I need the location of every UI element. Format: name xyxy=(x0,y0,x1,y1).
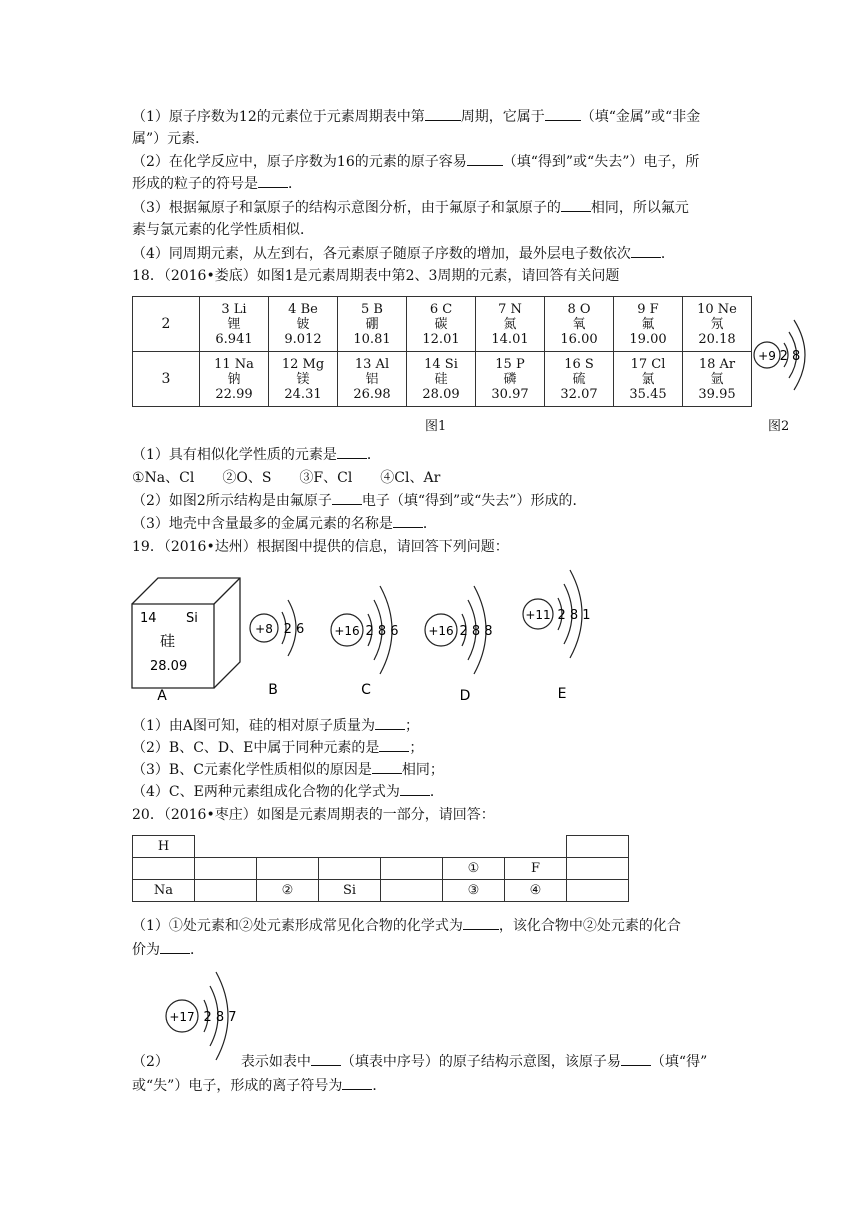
element-cell: 4 Be 铍 9.012 xyxy=(269,297,338,352)
answer-blank[interactable] xyxy=(545,108,581,121)
q19-part3: （3）B、C元素化学性质相似的原因是 相同； xyxy=(132,762,444,778)
q17-part3: （3）根据氟原子和氯原子的结构示意图分析，由于氟原子和氯原子的 相同，所以氟元 xyxy=(132,200,689,216)
period-row xyxy=(133,352,752,407)
answer-blank[interactable] xyxy=(379,739,409,752)
q18-part1: （1）具有相似化学性质的元素是 ． xyxy=(132,447,381,463)
period-number: 3 xyxy=(133,352,200,407)
answer-blank[interactable] xyxy=(375,717,405,730)
table-cell xyxy=(319,858,381,880)
svg-text:+16: +16 xyxy=(428,624,454,638)
svg-text:Si: Si xyxy=(186,611,198,626)
element-cell: 16 S 硫 32.07 xyxy=(545,352,614,407)
atom-diagram-b xyxy=(250,600,304,656)
q17-part2: （2）在化学反应中，原子序数为16的元素的原子容易 （填“得到”或“失去”）电子，所 xyxy=(132,154,700,170)
q17-part4: （4）同周期元素，从左到右，各元素原子随原子序数的增加，最外层电子数依次 ． xyxy=(132,246,675,262)
q17-part3-cont: 素与氯元素的化学性质相似． xyxy=(132,222,314,238)
table-cell xyxy=(567,858,629,880)
svg-text:+16: +16 xyxy=(334,624,360,638)
answer-blank[interactable] xyxy=(332,492,362,505)
svg-text:+9: +9 xyxy=(758,349,776,363)
label-a: A xyxy=(157,688,167,704)
svg-text:+11: +11 xyxy=(525,608,551,622)
table-cell xyxy=(567,880,629,902)
table-cell xyxy=(195,858,257,880)
q19-part4: （4）C、E两种元素组成化合物的化学式为 ． xyxy=(132,784,444,800)
svg-text:14: 14 xyxy=(140,611,157,626)
label-c: C xyxy=(361,682,371,698)
answer-blank[interactable] xyxy=(311,1053,341,1066)
label-b: B xyxy=(268,682,278,698)
atom-diagram-c xyxy=(331,586,399,674)
q20-part1: （1）①处元素和②处元素形成常见化合物的化学式为 ，该化合物中②处元素的化合 xyxy=(132,918,681,934)
svg-text:+8: +8 xyxy=(255,622,273,636)
answer-blank[interactable] xyxy=(621,1053,651,1066)
q17-part1: （1）原子序数为12的元素位于元素周期表中第 周期，它属于 （填“金属”或“非金 xyxy=(132,109,701,125)
table-cell xyxy=(381,858,443,880)
figure-caption: 图2 xyxy=(768,419,790,434)
element-box-a xyxy=(132,578,240,688)
table-cell: F xyxy=(505,858,567,880)
table-cell xyxy=(133,858,195,880)
table-cell: ③ xyxy=(443,880,505,902)
answer-blank[interactable] xyxy=(467,153,503,166)
q17-part2-cont: 形成的粒子的符号是 ． xyxy=(132,176,302,192)
table-cell xyxy=(381,880,443,902)
element-cell: 6 C 碳 12.01 xyxy=(407,297,476,352)
period-number: 2 xyxy=(133,297,200,352)
q18-options: ①Na、Cl ②O、S ③F、Cl ④Cl、Ar xyxy=(132,470,441,486)
table-cell: Si xyxy=(319,880,381,902)
element-cell: 11 Na 钠 22.99 xyxy=(200,352,269,407)
svg-text:硅: 硅 xyxy=(160,632,176,650)
q20-part2-cont: 或“失”）电子，形成的离子符号为 ． xyxy=(132,1078,387,1094)
answer-blank[interactable] xyxy=(337,446,367,459)
element-cell: 15 P 磷 30.97 xyxy=(476,352,545,407)
element-cell: 13 Al 铝 26.98 xyxy=(338,352,407,407)
element-cell: 3 Li 锂 6.941 xyxy=(200,297,269,352)
q19-header: 19．（2016•达州）根据图中提供的信息，请回答下列问题： xyxy=(132,539,509,555)
label-d: D xyxy=(459,688,471,704)
atom-diagram-d xyxy=(425,586,493,674)
figure-q19 xyxy=(130,562,600,704)
atom-diagram-q20 xyxy=(160,966,250,1066)
svg-text:+17: +17 xyxy=(169,1010,195,1024)
q20-header: 20．（2016•枣庄）如图是元素周期表的一部分，请回答： xyxy=(132,807,495,823)
svg-text:2 8 6: 2 8 6 xyxy=(365,624,399,639)
table-cell: Na xyxy=(133,880,195,902)
element-cell: 9 F 氟 19.00 xyxy=(614,297,683,352)
element-cell: 7 N 氮 14.01 xyxy=(476,297,545,352)
element-cell: 12 Mg 镁 24.31 xyxy=(269,352,338,407)
figure-caption: 图1 xyxy=(425,419,447,434)
q18-header: 18．（2016•娄底）如图1是元素周期表中第2、3周期的元素，请回答有关问题 xyxy=(132,268,620,284)
table-row xyxy=(133,880,629,902)
table-cell: ② xyxy=(257,880,319,902)
table-cell: H xyxy=(133,836,195,858)
svg-text:2 6: 2 6 xyxy=(283,622,305,637)
answer-blank[interactable] xyxy=(160,941,190,954)
atom-diagram-fig2 xyxy=(752,312,818,400)
element-cell: 8 O 氧 16.00 xyxy=(545,297,614,352)
table-cell: ④ xyxy=(505,880,567,902)
q18-part2: （2）如图2所示结构是由氟原子 电子（填“得到”或“失去”）形成的． xyxy=(132,493,587,509)
answer-blank[interactable] xyxy=(463,917,499,930)
q18-part3: （3）地壳中含量最多的金属元素的名称是 ． xyxy=(132,516,437,532)
answer-blank[interactable] xyxy=(400,783,430,796)
atom-diagram-e xyxy=(523,570,591,658)
element-cell: 5 B 硼 10.81 xyxy=(338,297,407,352)
svg-text:2 8: 2 8 xyxy=(779,349,801,364)
label-e: E xyxy=(557,686,567,702)
table-cell xyxy=(195,880,257,902)
element-cell: 14 Si 硅 28.09 xyxy=(407,352,476,407)
answer-blank[interactable] xyxy=(342,1077,372,1090)
q17-part1-cont: 属”）元素． xyxy=(132,131,210,147)
q19-part1: （1）由A图可知，硅的相对原子质量为 ； xyxy=(132,718,420,734)
table-row xyxy=(133,858,629,880)
table-cell xyxy=(257,858,319,880)
period-row xyxy=(133,297,752,352)
q20-part1-cont: 价为 ． xyxy=(132,942,204,958)
table-row xyxy=(133,836,629,858)
answer-blank[interactable] xyxy=(372,761,402,774)
svg-text:2 8 1: 2 8 1 xyxy=(557,608,591,623)
answer-blank[interactable] xyxy=(561,199,591,212)
answer-blank[interactable] xyxy=(393,515,423,528)
q20-part2: （2） 表示如表中 （填表中序号）的原子结构示意图，该原子易 （填“得” xyxy=(132,1054,708,1070)
periodic-table-fig1 xyxy=(132,296,752,407)
svg-text:2 8 8: 2 8 8 xyxy=(459,624,493,639)
svg-text:2 8 7: 2 8 7 xyxy=(203,1010,237,1025)
element-cell: 10 Ne 氖 20.18 xyxy=(683,297,752,352)
periodic-table-excerpt xyxy=(132,835,629,902)
element-cell: 17 Cl 氯 35.45 xyxy=(614,352,683,407)
table-cell xyxy=(567,836,629,858)
table-cell: ① xyxy=(443,858,505,880)
answer-blank[interactable] xyxy=(258,175,288,188)
answer-blank[interactable] xyxy=(631,245,661,258)
svg-text:28.09: 28.09 xyxy=(150,659,188,674)
answer-blank[interactable] xyxy=(425,108,461,121)
q19-part2: （2）B、C、D、E中属于同种元素的是 ； xyxy=(132,740,424,756)
element-cell: 18 Ar 氩 39.95 xyxy=(683,352,752,407)
